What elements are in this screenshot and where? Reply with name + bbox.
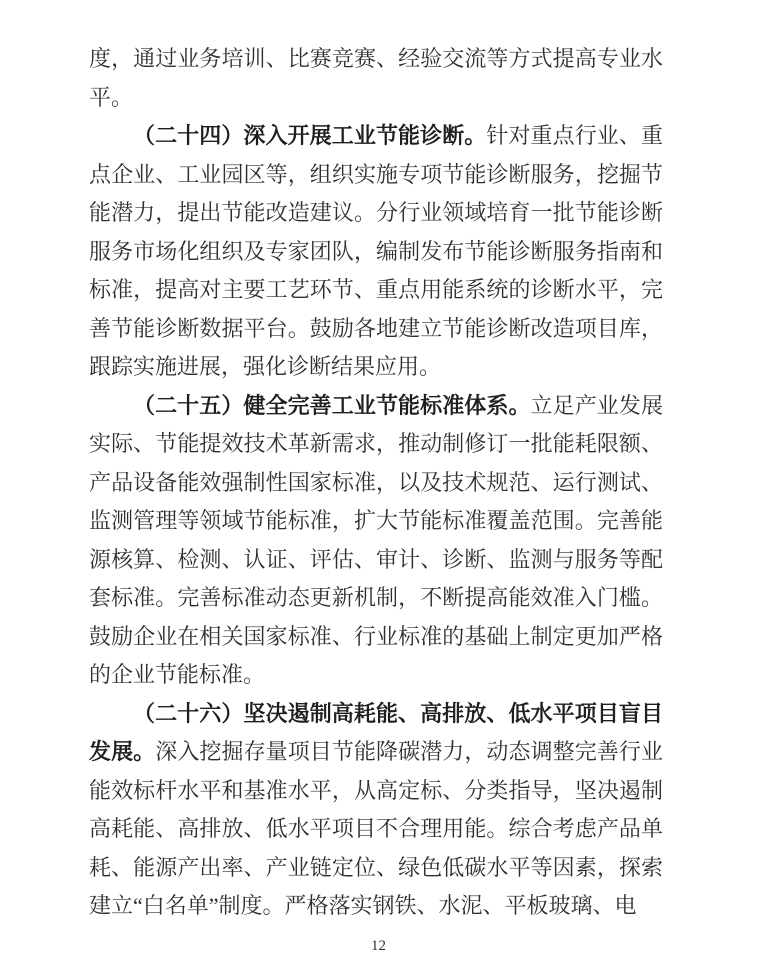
section-heading: （二十四）深入开展工业节能诊断。 [133, 123, 487, 148]
section-heading: （二十六）坚决遏制高耗能、高排放、低水平项目盲目发展。 [89, 700, 663, 764]
paragraph [89, 695, 663, 926]
paragraph [89, 40, 663, 117]
paragraph-text: 度，通过业务培训、比赛竞赛、经验交流等方式提高专业水平。 [89, 46, 663, 110]
section-heading: （二十五）健全完善工业节能标准体系。 [133, 392, 531, 418]
paragraph-text: 针对重点行业、重点企业、工业园区等，组织实施专项节能诊断服务，挖掘节能潜力，提出节能改造建议。分行业领域培育一批节能诊断服务市场化组织及专家团队，编制发布节能诊断服务指南和标准，提高对主要工艺环节、重点用能系统的诊断水平，完善节能诊断数据平台。鼓励各地建立节能诊断改造项目库，跟踪实施进展，强化诊断结果应用。 [89, 123, 663, 379]
paragraph [89, 387, 663, 695]
paragraph-text: 深入挖掘存量项目节能降碳潜力，动态调整完善行业能效标杆水平和基准水平，从高定标、分类指导，坚决遏制高耗能、高排放、低水平项目不合理用能。综合考虑产品单耗、能源产出率、产业链定位、绿色低碳水平等因素，探索建立“白名单”制度。严格落实钢铁、水泥、平板玻璃、电 [89, 739, 663, 918]
document-body [89, 40, 663, 926]
page-number: 12 [371, 938, 386, 954]
paragraph [89, 117, 663, 387]
paragraph-text: 立足产业发展实际、节能提效技术革新需求，推动制修订一批能耗限额、产品设备能效强制性国家标准，以及技术规范、运行测试、监测管理等领域节能标准，扩大节能标准覆盖范围。完善能源核算、检测、认证、评估、审计、诊断、监测与服务等配套标准。完善标准动态更新机制，不断提高能效准入门槛。鼓励企业在相关国家标准、行业标准的基础上制定更加严格的企业节能标准。 [89, 392, 663, 687]
